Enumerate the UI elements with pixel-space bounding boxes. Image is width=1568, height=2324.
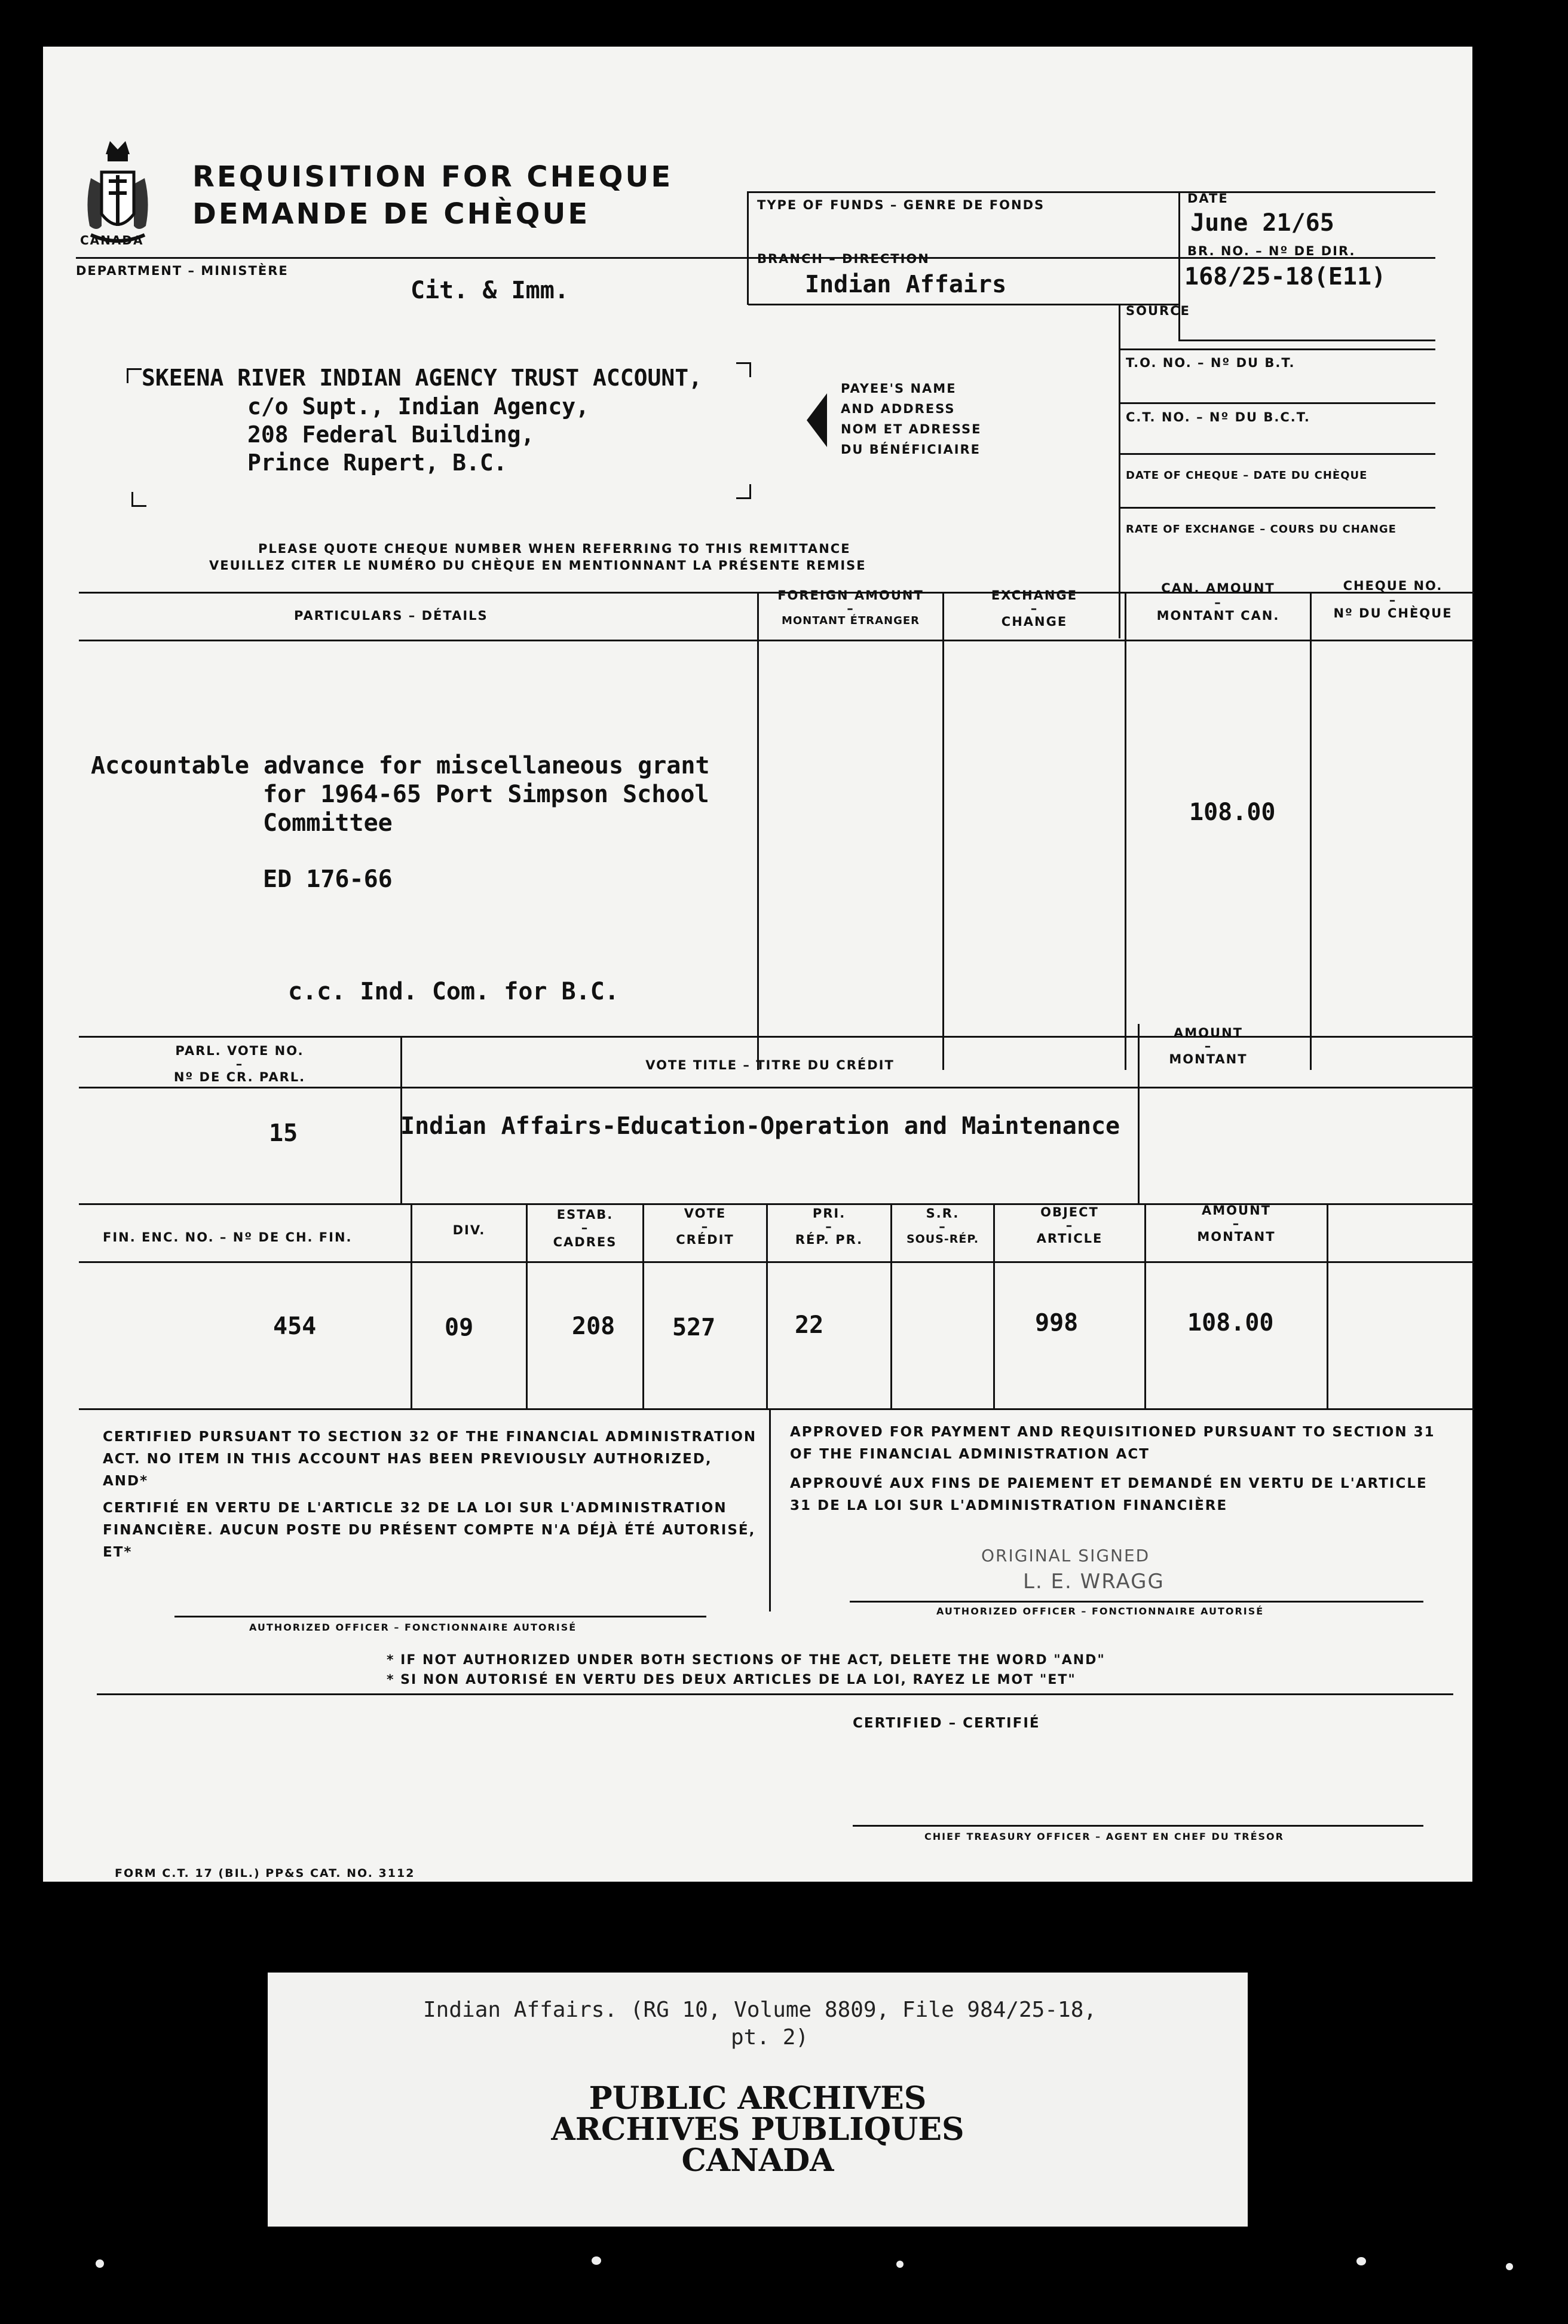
coding-header-line [79,1261,1474,1263]
certification-left [103,1426,760,1564]
certification-divider [769,1408,771,1611]
authorized-officer-label: AUTHORIZED OFFICER – FONCTIONNAIRE AUTORISÉ [249,1622,577,1633]
date-of-cheque-line [1119,507,1435,509]
header-dash: – [1030,601,1039,616]
fin-enc-value: 454 [273,1313,317,1340]
archive-reference: Indian Affairs. (RG 10, Volume 8809, File 984/25-18, [423,1998,1097,2022]
type-of-funds-label: TYPE OF FUNDS – GENRE DE FONDS [757,198,1045,212]
chief-treasury-label: CHIEF TREASURY OFFICER – AGENT EN CHEF DU TRÉSOR [924,1831,1284,1842]
chief-treasury-line [853,1825,1423,1827]
deletion-note-fr: * SI NON AUTORISÉ EN VERTU DES DEUX ARTICLES DE LA LOI, RAYEZ LE MOT "ET" [387,1672,1076,1687]
certified-label: CERTIFIED – CERTIFIÉ [853,1716,1040,1731]
payee-label-line: PAYEE'S NAME [841,381,957,396]
archive-name-fr: ARCHIVES PUBLIQUES [551,2111,964,2148]
header-dash: – [701,1219,709,1234]
coding-amount-value: 108.00 [1187,1309,1274,1337]
sr-header-fr: SOUS-RÉP. [906,1233,979,1246]
estab-value: 208 [572,1313,615,1340]
br-no-label: BR. NO. – Nº DE DIR. [1187,244,1356,258]
rate-of-exchange-label: RATE OF EXCHANGE – COURS DU CHANGE [1126,523,1396,536]
vote-title-header: VOTE TITLE – TITRE DU CRÉDIT [645,1058,895,1072]
pri-header-fr: RÉP. PR. [795,1233,863,1247]
certification-right-fr: APPROUVÉ AUX FINS DE PAIEMENT ET DEMANDÉ EN VERTU DE L'ARTICLE 31 DE LA LOI SUR L'ADMINISTRATION FINANCIÈRE [790,1476,1428,1513]
exchange-header: EXCHANGE [991,588,1078,603]
quote-cheque-notice-en: PLEASE QUOTE CHEQUE NUMBER WHEN REFERRING TO THIS REMITTANCE [258,542,851,556]
deletion-note-en: * IF NOT AUTHORIZED UNDER BOTH SECTIONS OF THE ACT, DELETE THE WORD "AND" [387,1653,1105,1668]
coding-amount-header: AMOUNT [1202,1203,1271,1218]
header-divider [747,191,749,305]
archive-country: CANADA [681,2142,834,2179]
payee-line: SKEENA RIVER INDIAN AGENCY TRUST ACCOUNT, [142,365,702,391]
header-dash: – [1204,1039,1212,1053]
date-of-cheque-label: DATE OF CHEQUE – DATE DU CHÈQUE [1126,469,1368,482]
div-header: DIV. [452,1223,486,1237]
coding-amount-header-fr: MONTANT [1197,1230,1276,1244]
branch-value: Indian Affairs [805,271,1007,298]
cheque-no-header-fr: Nº DU CHÈQUE [1333,606,1453,620]
payee-box-corner [736,484,751,499]
vote-code-header: VOTE [684,1206,727,1221]
can-amount-value: 108.00 [1189,799,1276,826]
object-value: 998 [1035,1309,1079,1337]
object-header-fr: ARTICLE [1036,1231,1103,1246]
certification-left-en: CERTIFIED PURSUANT TO SECTION 32 OF THE FINANCIAL ADMINISTRATION ACT. NO ITEM IN THIS ACCOUNT HAS BEEN PREVIOUSLY AUTHORIZED, AND* [103,1429,757,1489]
particulars-line: for 1964-65 Port Simpson School [263,781,709,808]
form-number: FORM C.T. 17 (BIL.) PP&S CAT. NO. 3112 [115,1867,415,1880]
date-label: DATE [1187,191,1229,206]
vote-amount-header-fr: MONTANT [1169,1052,1248,1066]
header-dash: – [1065,1218,1074,1233]
country-label: CANADA [80,233,144,247]
payee-label-line: DU BÉNÉFICIAIRE [841,442,981,457]
particulars-col-line [1125,592,1126,1070]
parl-vote-header: PARL. VOTE NO. [175,1044,304,1058]
film-speck [896,2261,904,2268]
vote-code-header-fr: CRÉDIT [676,1233,734,1247]
to-no-label: T.O. NO. – Nº DU B.T. [1126,356,1296,370]
vote-number-value: 15 [269,1120,298,1147]
parl-vote-header-fr: Nº DE CR. PARL. [173,1070,306,1084]
vote-amount-header: AMOUNT [1174,1026,1243,1040]
header-bottom-line [748,304,1178,305]
department-value: Cit. & Imm. [411,277,569,304]
notes-bottom-line [97,1693,1453,1695]
film-speck [96,2259,104,2268]
header-dash: – [1214,595,1222,610]
certification-left-fr: CERTIFIÉ EN VERTU DE L'ARTICLE 32 DE LA LOI SUR L'ADMINISTRATION FINANCIÈRE. AUCUN POSTE DU PRÉSENT COMPTE N'A DÉJÀ ÉTÉ AUTORISÉ, ET* [103,1500,756,1560]
payee-box-corner [127,368,142,383]
vote-title-value: Indian Affairs-Education-Operation and Maintenance [400,1112,1120,1140]
header-dash: – [581,1221,589,1235]
br-no-value: 168/25-18(E11) [1184,263,1386,290]
exchange-header-fr: CHANGE [1001,614,1068,629]
payee-line: c/o Supt., Indian Agency, [247,393,589,420]
department-label: DEPARTMENT – MINISTÈRE [76,264,289,278]
payee-label [841,378,981,460]
foreign-amount-header: FOREIGN AMOUNT [777,588,924,603]
ct-no-line [1119,453,1435,455]
header-top-line [748,191,1435,193]
coding-bottom-line [79,1408,1474,1410]
coding-col-line [1327,1203,1328,1408]
source-line [1119,348,1435,350]
header-dash: – [825,1219,833,1234]
payee-line: Prince Rupert, B.C. [247,449,507,476]
header-divider [1178,191,1180,341]
payee-label-line: NOM ET ADRESSE [841,422,982,436]
pri-header: PRI. [812,1206,846,1221]
film-speck [1506,2263,1513,2270]
certification-right [790,1421,1435,1517]
pri-value: 22 [795,1311,824,1339]
div-value: 09 [445,1314,474,1341]
film-speck [1356,2257,1366,2265]
header-dash: – [235,1057,244,1071]
payee-arrow-icon [807,393,827,447]
payee-box-corner [131,492,146,507]
particulars-line: Committee [263,809,393,837]
archive-label [268,1973,1248,2227]
ct-no-label: C.T. NO. – Nº DU B.C.T. [1126,410,1310,424]
approver-line [850,1601,1423,1603]
quote-cheque-notice-fr: VEUILLEZ CITER LE NUMÉRO DU CHÈQUE EN MENTIONNANT LA PRÉSENTE REMISE [209,558,866,573]
cheque-no-header: CHEQUE NO. [1343,579,1443,593]
branch-label: BRANCH – DIRECTION [757,252,930,266]
particulars-col-line [1310,592,1312,1070]
header-bottom-line [1178,340,1435,341]
header-dash: – [1389,593,1397,607]
payee-box-corner [736,362,751,377]
film-speck [592,2256,601,2265]
form-title-fr: DEMANDE DE CHÈQUE [192,197,590,231]
signatory-stamp: L. E. WRAGG [1023,1570,1165,1594]
archive-reference: pt. 2) [731,2025,809,2050]
vote-header-line [79,1087,1474,1088]
original-signed-stamp: ORIGINAL SIGNED [981,1546,1150,1565]
particulars-line: Accountable advance for miscellaneous grant [91,752,710,779]
can-amount-header-fr: MONTANT CAN. [1156,608,1280,623]
header-dash: – [1232,1216,1241,1231]
particulars-cc: c.c. Ind. Com. for B.C. [288,978,619,1005]
foreign-amount-header-fr: MONTANT ÉTRANGER [781,614,920,627]
date-value: June 21/65 [1190,209,1334,237]
archive-name: PUBLIC ARCHIVES [589,2080,927,2117]
authorized-officer-line [174,1616,706,1617]
header-dash: – [847,601,855,616]
vote-code-value: 527 [672,1314,716,1341]
particulars-col-line [757,592,759,1070]
to-no-line [1119,402,1435,404]
source-label: SOURCE [1126,304,1190,318]
sr-header: S.R. [926,1206,960,1221]
object-header: OBJECT [1040,1205,1099,1219]
cheque-requisition-form [43,47,1472,1882]
particulars-col-line [942,592,944,1070]
particulars-header: PARTICULARS – DÉTAILS [294,608,488,623]
particulars-header-line [79,640,1474,641]
payee-line: 208 Federal Building, [247,421,535,448]
particulars-reference: ED 176-66 [263,866,393,893]
header-dash: – [939,1219,947,1234]
form-title-en: REQUISITION FOR CHEQUE [192,160,673,194]
approver-label: AUTHORIZED OFFICER – FONCTIONNAIRE AUTORISÉ [936,1606,1264,1617]
payee-label-line: AND ADDRESS [841,402,956,416]
estab-header: ESTAB. [556,1207,614,1222]
certification-right-en: APPROVED FOR PAYMENT AND REQUISITIONED PURSUANT TO SECTION 31 OF THE FINANCIAL ADMINISTRATION ACT [790,1424,1435,1462]
estab-header-fr: CADRES [553,1235,617,1249]
can-amount-header: CAN. AMOUNT [1161,581,1275,595]
fin-enc-header: FIN. ENC. NO. – Nº DE CH. FIN. [103,1230,353,1244]
